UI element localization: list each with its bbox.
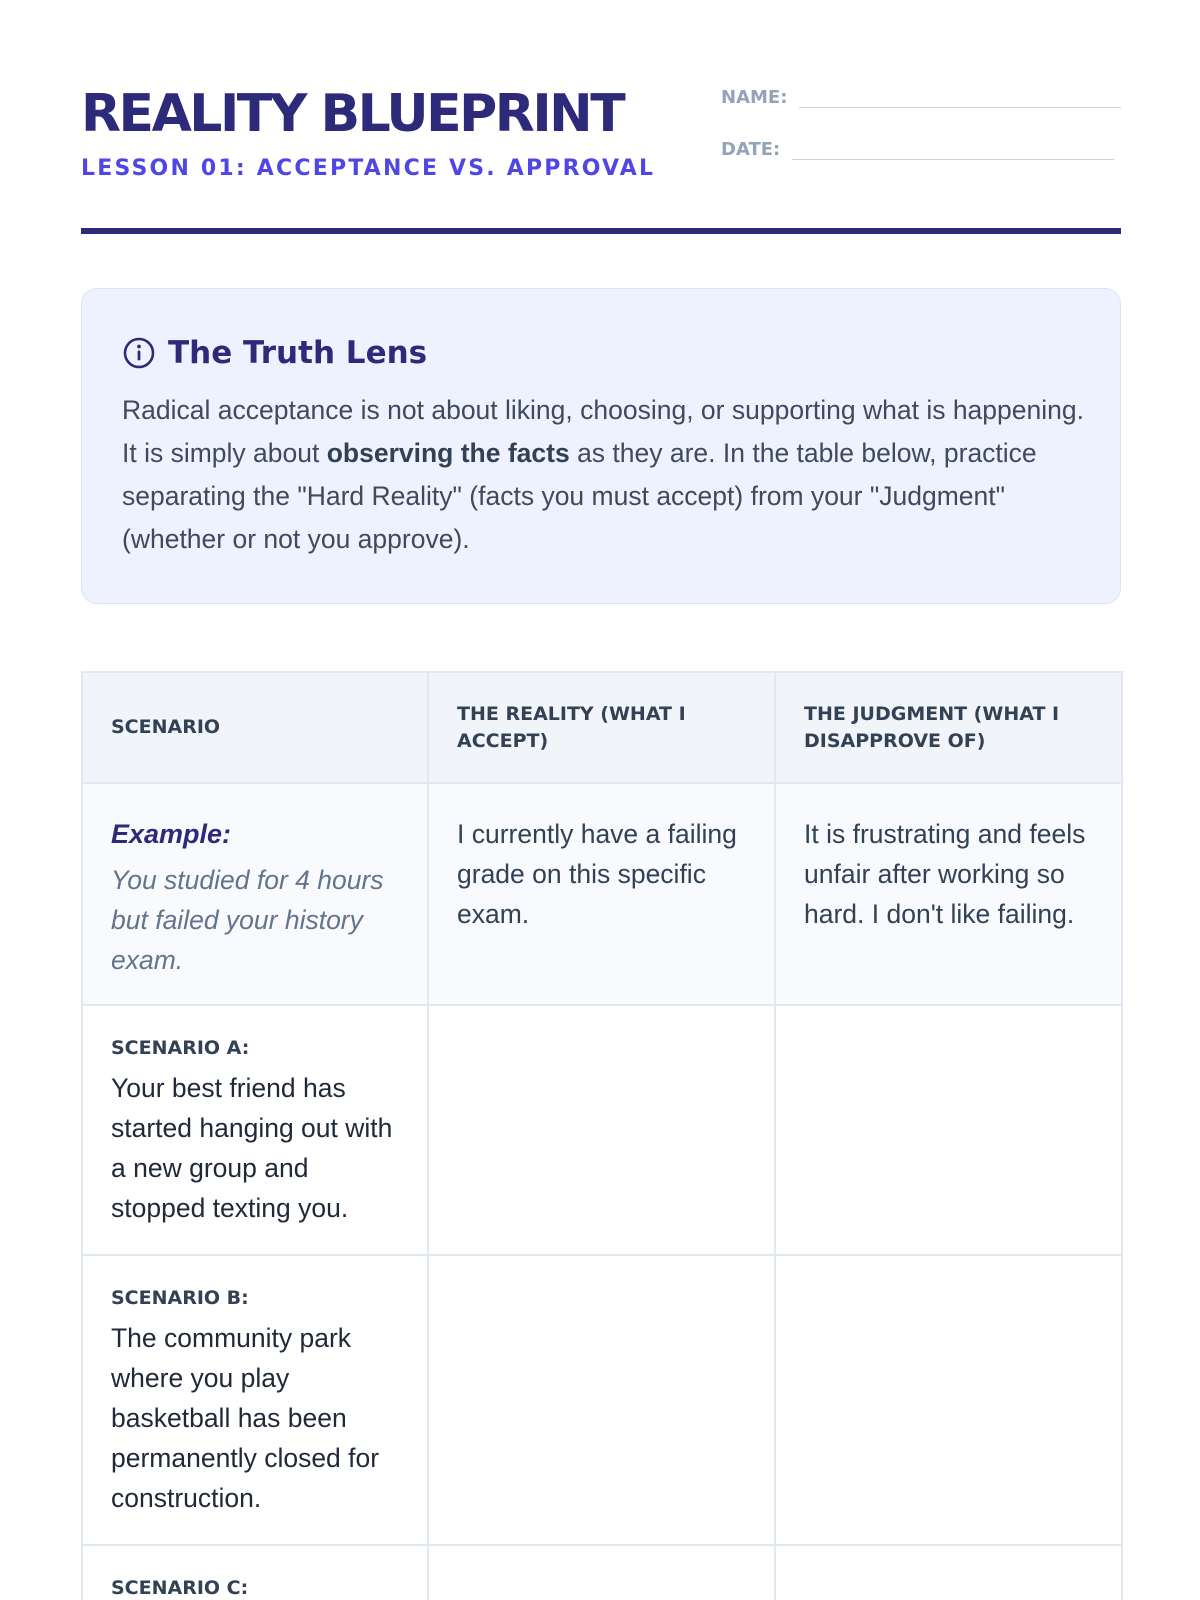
date-label: DATE: xyxy=(721,139,781,160)
table-row xyxy=(82,1545,1122,1600)
example-scenario-text: You studied for 4 hours but failed your history exam. xyxy=(111,865,384,975)
date-line[interactable] xyxy=(792,140,1114,160)
table-row xyxy=(82,1005,1122,1255)
scenario-b-reality-answer[interactable] xyxy=(428,1255,775,1545)
scenario-b-cell xyxy=(82,1255,428,1545)
example-judgment-text: It is frustrating and feels unfair after working so hard. I don't like failing. xyxy=(804,819,1086,929)
scenario-a-text: Your best friend has started hanging out with a new group and stopped texting you. xyxy=(111,1073,393,1223)
example-label: Example: xyxy=(111,819,232,849)
column-header-reality: THE REALITY (WHAT I ACCEPT) xyxy=(428,672,775,783)
example-reality-cell xyxy=(428,783,775,1005)
scenario-c-reality-answer[interactable] xyxy=(428,1545,775,1600)
scenario-a-cell xyxy=(82,1005,428,1255)
table-row xyxy=(82,1255,1122,1545)
callout-title-row xyxy=(122,333,427,373)
page-title: REALITY BLUEPRINT xyxy=(81,84,624,144)
date-field[interactable] xyxy=(721,140,1114,160)
callout-heading: The Truth Lens xyxy=(168,335,428,371)
scenario-b-label: SCENARIO B: xyxy=(111,1287,249,1309)
scenario-a-judgment-answer[interactable] xyxy=(775,1005,1122,1255)
example-row xyxy=(82,783,1122,1005)
example-reality-text: I currently have a failing grade on this specific exam. xyxy=(457,819,737,929)
example-scenario-cell xyxy=(82,783,428,1005)
worksheet-header xyxy=(81,84,1121,234)
scenario-b-text: The community park where you play basketball has been permanently closed for construction. xyxy=(111,1323,380,1513)
example-judgment-cell xyxy=(775,783,1122,1005)
header-divider xyxy=(81,228,1121,234)
name-line[interactable] xyxy=(799,88,1121,108)
lesson-subtitle: LESSON 01: ACCEPTANCE VS. APPROVAL xyxy=(81,156,656,181)
column-header-scenario: SCENARIO xyxy=(82,672,428,783)
scenario-a-label: SCENARIO A: xyxy=(111,1037,250,1059)
scenario-c-judgment-answer[interactable] xyxy=(775,1545,1122,1600)
callout-body-text-end: as they are. In the table below, practice separating the "Hard Reality" (facts you must accept) from your "Judgment" (whether or not you approve). xyxy=(122,438,1037,554)
info-icon xyxy=(122,336,156,370)
scenario-c-cell xyxy=(82,1545,428,1600)
callout-body xyxy=(122,389,1092,561)
name-field[interactable] xyxy=(721,88,1121,108)
column-header-judgment: THE JUDGMENT (WHAT I DISAPPROVE OF) xyxy=(775,672,1122,783)
callout-body-text: Radical acceptance is not about liking, choosing, or supporting what is happening. It is simply about xyxy=(122,395,1084,468)
table-header-row xyxy=(82,672,1122,783)
scenario-c-label: SCENARIO C: xyxy=(111,1577,249,1599)
name-label: NAME: xyxy=(721,87,788,108)
truth-lens-callout xyxy=(81,288,1121,604)
scenario-b-judgment-answer[interactable] xyxy=(775,1255,1122,1545)
callout-body-emphasis: observing the facts xyxy=(326,438,570,468)
scenario-table xyxy=(81,671,1123,1600)
scenario-a-reality-answer[interactable] xyxy=(428,1005,775,1255)
